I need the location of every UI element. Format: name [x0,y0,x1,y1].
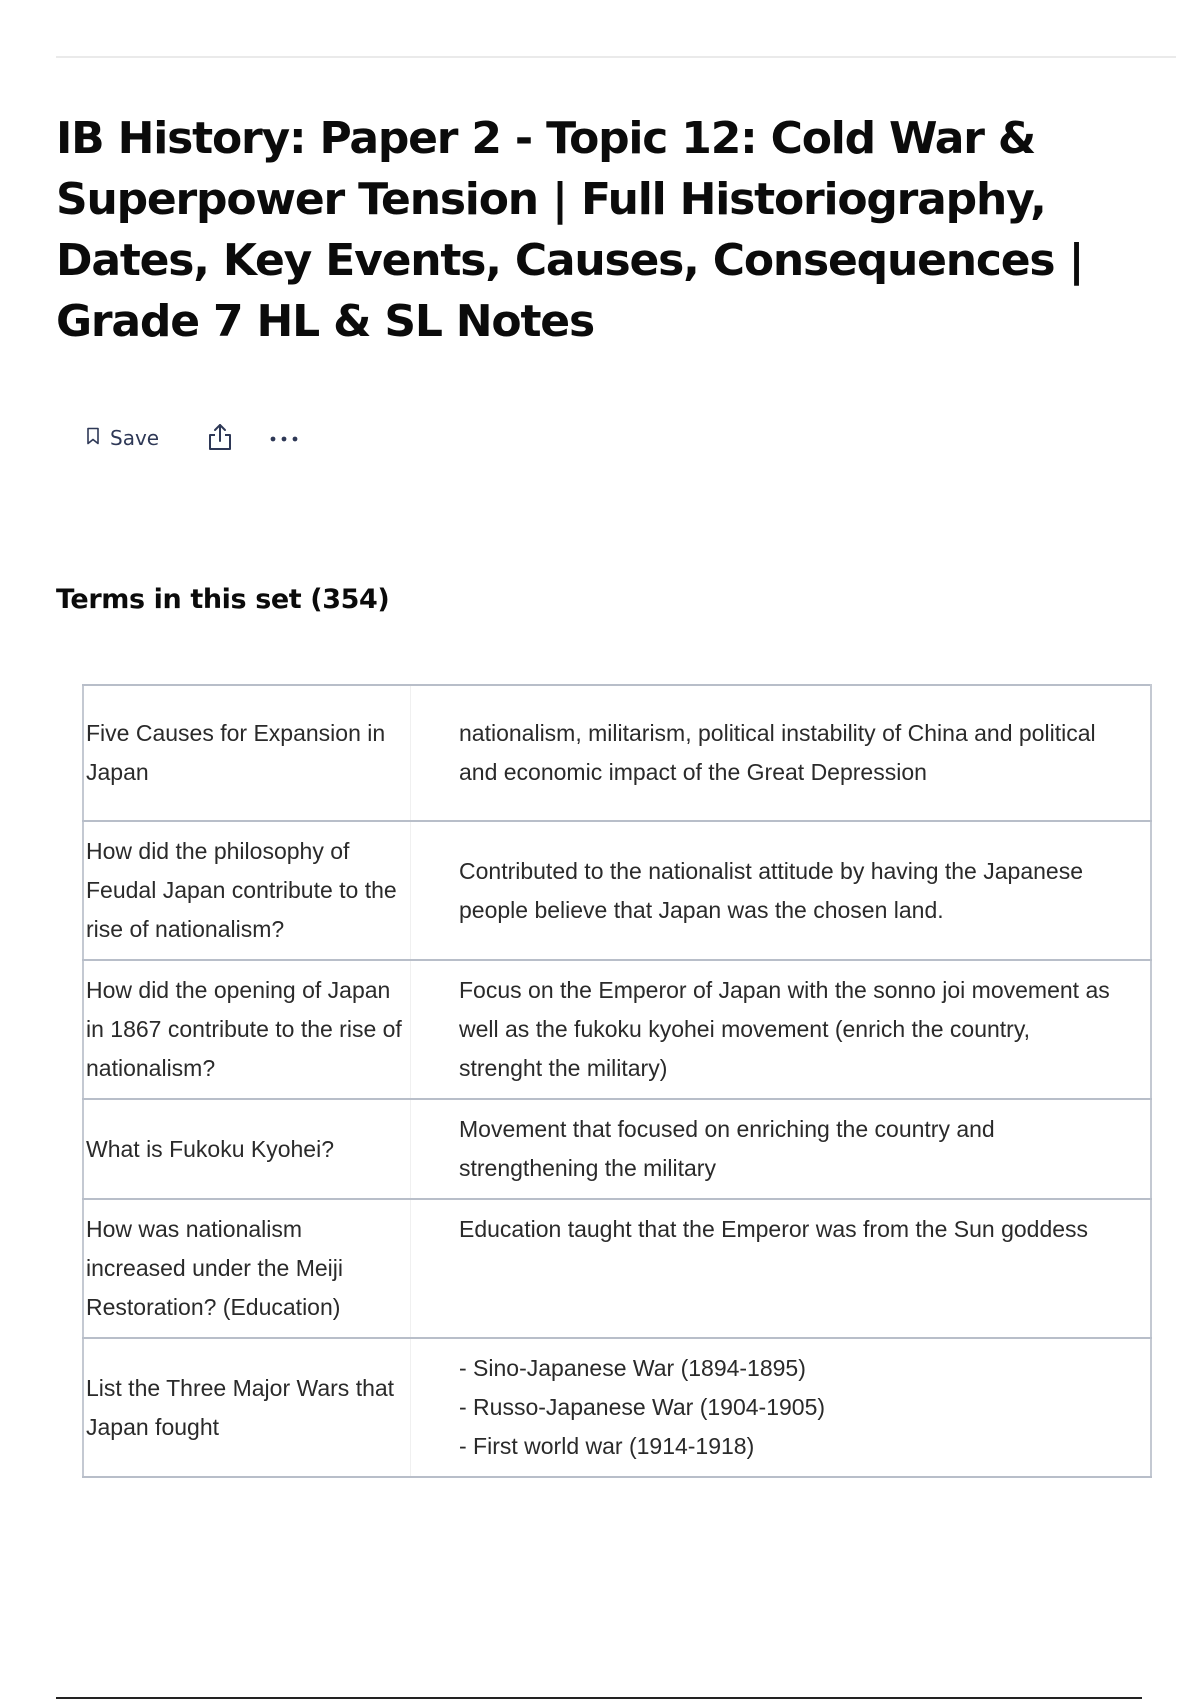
term-cell: How did the opening of Japan in 1867 contribute to the rise of nationalism? [83,960,411,1099]
definition-line: - Sino-Japanese War (1894-1895) [459,1355,806,1381]
definition-line: - First world war (1914-1918) [459,1433,755,1459]
term-cell: How did the philosophy of Feudal Japan contribute to the rise of nationalism? [83,821,411,960]
action-bar [80,418,335,458]
term-row [83,685,1151,821]
term-cell: What is Fukoku Kyohei? [83,1099,411,1199]
share-button[interactable] [207,422,233,455]
share-icon [207,422,233,455]
bookmark-icon [86,426,100,450]
definition-cell [411,821,1152,960]
definition-cell [411,1099,1152,1199]
save-button-label: Save [110,426,160,450]
definition-text: Education taught that the Emperor was from the Sun goddess [459,1216,1089,1242]
top-divider [56,56,1176,58]
definition-text: Focus on the Emperor of Japan with the sonno joi movement as well as the fukoku kyohei movement (enrich the country, strenght the military) [459,977,1110,1081]
term-row [83,1099,1151,1199]
more-dots-icon [269,431,299,446]
term-cell: How was nationalism increased under the Meiji Restoration? (Education) [83,1199,411,1338]
page-title: IB History: Paper 2 - Topic 12: Cold War & Superpower Tension | Full Historiography, Dates, Key Events, Causes, Consequences | Grade 7 HL & SL Notes [56,113,1084,347]
save-button[interactable] [86,426,159,450]
term-row [83,821,1151,960]
term-cell: Five Causes for Expansion in Japan [83,685,411,821]
terms-heading: Terms in this set (354) [56,584,390,615]
terms-table [82,684,1152,1478]
term-row [83,960,1151,1099]
more-options-button[interactable] [269,431,299,446]
definition-cell [411,960,1152,1099]
definition-cell [411,1338,1152,1477]
definition-text: Movement that focused on enriching the country and strengthening the military [459,1116,995,1181]
definition-cell [411,685,1152,821]
term-row [83,1199,1151,1338]
definition-text: Contributed to the nationalist attitude by having the Japanese people believe that Japan was the chosen land. [459,857,1083,923]
bottom-divider [56,1697,1142,1699]
definition-line: - Russo-Japanese War (1904-1905) [459,1394,826,1420]
definition-text: nationalism, militarism, political instability of China and political and economic impact of the Great Depression [459,720,1096,785]
term-row [83,1338,1151,1477]
term-cell: List the Three Major Wars that Japan fought [83,1338,411,1477]
definition-cell [411,1199,1152,1338]
